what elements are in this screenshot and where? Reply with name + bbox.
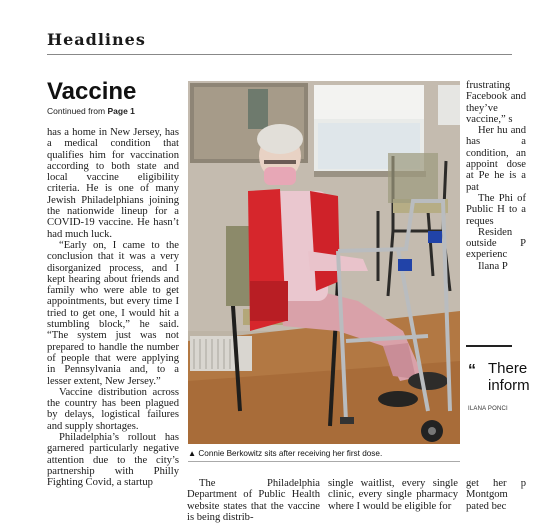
article-column-4 (466, 80, 526, 310)
pullquote-line: inform (488, 377, 530, 394)
paragraph: frustrating Facebook and they’ve vaccine,” s (466, 80, 526, 125)
article-column-5 (466, 478, 526, 512)
section-divider (47, 54, 512, 55)
paragraph: The Philadelphia Department of Public Health website states that the vaccine is being distrib- (187, 478, 320, 523)
pullquote-mark-icon: “ (468, 362, 473, 379)
continued-page: Page 1 (107, 106, 135, 116)
paragraph: Vaccine distribution across the country has been plagued by delays, logistical failures and supply shortages. (47, 386, 179, 432)
photo-caption: ▲ Connie Berkowitz sits after receiving her first dose. (188, 449, 383, 458)
paragraph: Ilana P (478, 260, 508, 272)
paragraph: Philadelphia’s rollout has garnered particularly negative attention due to the city’s partnership with Philly Fighting Covid, a startup (47, 432, 179, 489)
paragraph: get her p Montgom pated bec (466, 478, 526, 512)
article-photo (188, 81, 460, 444)
caption-divider (188, 461, 460, 462)
pullquote-divider (466, 345, 512, 347)
paragraph: Her hu and has a condition, an appoint dose at Pe he is a pat (466, 125, 526, 193)
article-headline: Vaccine (47, 78, 137, 105)
paragraph: The Phi of Public H to a reques (466, 192, 526, 227)
pullquote-text (488, 360, 548, 394)
article-column-1 (47, 127, 179, 512)
continued-prefix: Continued from (47, 106, 108, 116)
paragraph: single waitlist, every single clinic, every single pharmacy where I would be eligible for (328, 478, 458, 512)
paragraph: “Early on, I came to the conclusion that it was a very disorganized process, and I kept hearing about friends and family who were able to get appointments, but every time I tried to get one, I would hit a stumbling block,” he said. “The system just was not prepared to handle the number of people that were applying in Pennsylvania and, to a lesser extent, New Jersey.” (47, 239, 179, 387)
paragraph: Residen outside P experienc (466, 226, 526, 261)
pullquote-byline: ILANA PONCI (468, 406, 508, 412)
section-title: Headlines (47, 30, 146, 49)
continued-line (47, 106, 135, 116)
article-column-3 (328, 478, 458, 512)
article-column-2 (187, 478, 320, 523)
paragraph: has a home in New Jersey, has a medical condition that qualifies him for vaccination according to both state and local vaccine eligibility criteria. He is one of many Jewish Philadelphians joining the nationwide lineup for a COVID-19 vaccine. He hasn’t had much luck. (47, 127, 179, 240)
pullquote-line: There (488, 360, 528, 377)
